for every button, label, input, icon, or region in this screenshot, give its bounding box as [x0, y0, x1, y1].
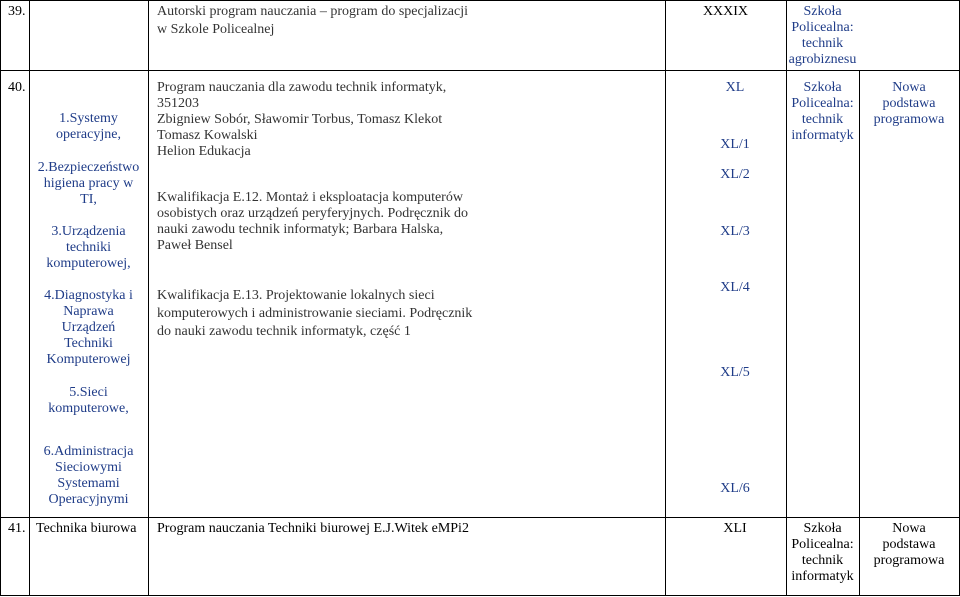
program-main-line-2: 351203 — [157, 96, 199, 111]
program-main-line-5: Helion Edukacja — [157, 144, 251, 159]
subject-4-line-4: Techniki — [64, 336, 113, 351]
subject-5-line-1: 5.Sieci — [69, 385, 108, 400]
room-xl-1: XL/1 — [720, 137, 750, 152]
subject-4-line-5: Komputerowej — [46, 352, 131, 367]
row41-number: 41. — [8, 521, 26, 536]
row39-program-line-1: Autorski program nauczania – program do specjalizacji — [157, 4, 468, 19]
row41-basis-line-1: Nowa — [892, 521, 926, 536]
room-xl-5: XL/5 — [720, 365, 750, 380]
col-divider — [148, 0, 149, 596]
row40-basis-line-1: Nowa — [892, 80, 926, 95]
row41-room: XLI — [723, 521, 747, 536]
subject-6-line-1: 6.Administracja — [43, 444, 134, 459]
row40-school-line-2: Policealna: — [791, 96, 854, 111]
row41-school-line-4: informatyk — [791, 569, 854, 584]
row41-school-line-1: Szkoła — [803, 521, 842, 536]
subject-3-line-1: 3.Urządzenia — [51, 224, 126, 239]
subject-3-line-2: techniki — [65, 240, 112, 255]
subject-4-line-2: Naprawa — [63, 304, 114, 319]
subject-1-line-2: operacyjne, — [56, 127, 121, 142]
room-xl-2: XL/2 — [720, 167, 750, 182]
subject-2-line-3: TI, — [80, 192, 97, 207]
row41-program: Program nauczania Techniki biurowej E.J.Witek eMPi2 — [157, 521, 469, 536]
subject-2-line-2: higiena pracy w — [43, 176, 134, 191]
room-xl: XL — [725, 80, 745, 95]
program-e13-line-2: komputerowych i administrowanie sieciami. Podręcznik — [157, 306, 473, 321]
room-xl-3: XL/3 — [720, 224, 750, 239]
row-divider — [0, 0, 960, 1]
row41-school-line-2: Policealna: — [791, 537, 854, 552]
row41-basis-line-3: programowa — [873, 553, 945, 568]
row39-school-line-2: Policealna: — [791, 20, 854, 35]
row39-room: XXXIX — [702, 4, 749, 19]
col-divider — [859, 70, 860, 596]
subject-6-line-2: Sieciowymi — [55, 460, 122, 475]
room-xl-6: XL/6 — [720, 481, 750, 496]
row39-school-line-1: Szkoła — [803, 4, 842, 19]
subject-6-line-3: Systemami — [57, 476, 120, 491]
row39-school-line-4: agrobiznesu — [788, 52, 857, 67]
subject-3-line-3: komputerowej, — [46, 256, 131, 271]
program-e12-line-3: nauki zawodu technik informatyk; Barbara Halska, — [157, 222, 444, 237]
subject-6-line-4: Operacyjnymi — [48, 492, 129, 507]
subject-5-line-2: komputerowe, — [48, 401, 129, 416]
subject-4-line-1: 4.Diagnostyka i — [44, 288, 133, 303]
program-e13-line-1: Kwalifikacja E.13. Projektowanie lokalnych sieci — [157, 288, 435, 303]
row40-school-line-3: technik — [801, 112, 844, 127]
row40-basis-line-3: programowa — [873, 112, 945, 127]
subject-2-line-1: 2.Bezpieczeństwo — [37, 160, 140, 175]
program-e13-line-3: do nauki zawodu technik informatyk, część 1 — [157, 324, 411, 339]
col-divider — [0, 0, 1, 596]
row-divider — [0, 517, 960, 518]
row-divider — [0, 595, 960, 596]
subject-1-line-1: 1.Systemy — [59, 111, 118, 126]
row-divider — [0, 70, 960, 71]
program-e12-line-2: osobistych oraz urządzeń peryferyjnych. Podręcznik do — [157, 206, 468, 221]
program-main-line-1: Program nauczania dla zawodu technik informatyk, — [157, 80, 447, 95]
program-e12-line-1: Kwalifikacja E.12. Montaż i eksploatacja komputerów — [157, 190, 463, 205]
subject-4-line-3: Urządzeń — [61, 320, 116, 335]
row41-basis-line-2: podstawa — [882, 537, 936, 552]
row40-school-line-1: Szkoła — [803, 80, 842, 95]
row39-program-line-2: w Szkole Policealnej — [157, 22, 275, 37]
row41-subject: Technika biurowa — [36, 521, 137, 536]
row41-school-line-3: technik — [801, 553, 844, 568]
program-main-line-4: Tomasz Kowalski — [157, 128, 258, 143]
room-xl-4: XL/4 — [720, 280, 750, 295]
row39-number: 39. — [8, 4, 26, 19]
program-e12-line-4: Paweł Bensel — [157, 238, 233, 253]
row40-school-line-4: informatyk — [791, 128, 854, 143]
program-main-line-3: Zbigniew Sobór, Sławomir Torbus, Tomasz Klekot — [157, 112, 443, 127]
row39-school-line-3: technik — [801, 36, 844, 51]
row40-number: 40. — [8, 80, 26, 95]
row40-basis-line-2: podstawa — [882, 96, 936, 111]
